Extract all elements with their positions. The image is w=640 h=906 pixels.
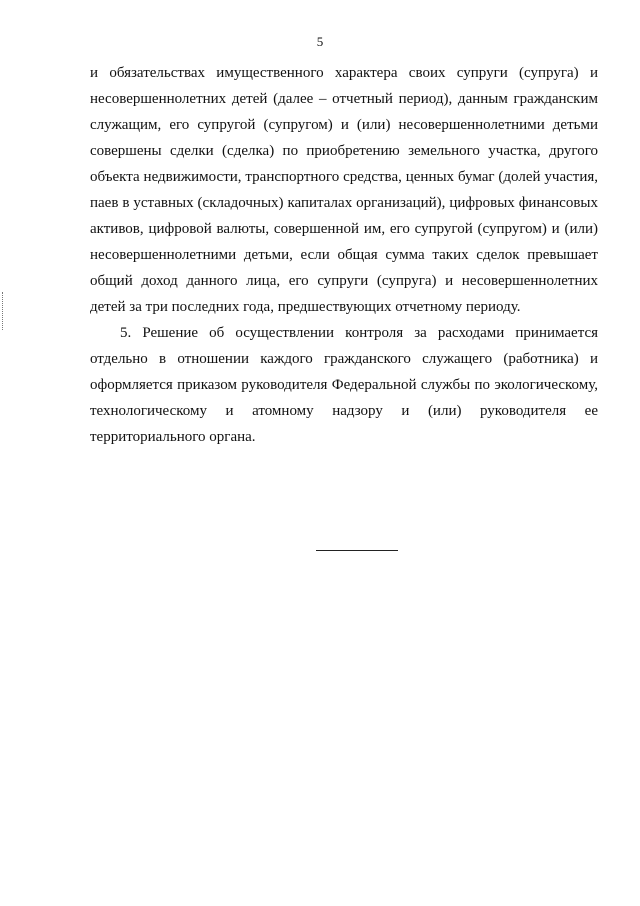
paragraph-continuation: и обязательствах имущественного характера своих супруги (супруга) и несовершеннолетних детей (далее – отчетный период), данным гражданским служащим, его супругой (супругом) и (или) несовершеннолетними детьми совершены сделки (сделка) по приобретению земельного участка, другого объекта недвижимости, транспортного средства, ценных бумаг (долей участия, паев в уставных (складочных) капиталах организаций), цифровых финансовых активов, цифровой валюты, совершенной им, его супругой (супругом) и (или) несовершеннолетними детьми, если общая сумма таких сделок превышает общий доход данного лица, его супруги (супруга) и несовершеннолетних детей за три последних года, предшествующих отчетному периоду. [90, 65, 598, 315]
paragraph-item-5: 5. Решение об осуществлении контроля за расходами принимается отдельно в отношении каждого гражданского служащего (работника) и оформляется приказом руководителя Федеральной службы по экологическому, технологическому и атомному надзору и (или) руководителя ее территориального органа. [90, 325, 598, 445]
end-of-text-rule [316, 550, 398, 551]
scan-margin-mark [2, 292, 5, 330]
document-body [90, 60, 598, 450]
page-number: 5 [316, 34, 324, 49]
